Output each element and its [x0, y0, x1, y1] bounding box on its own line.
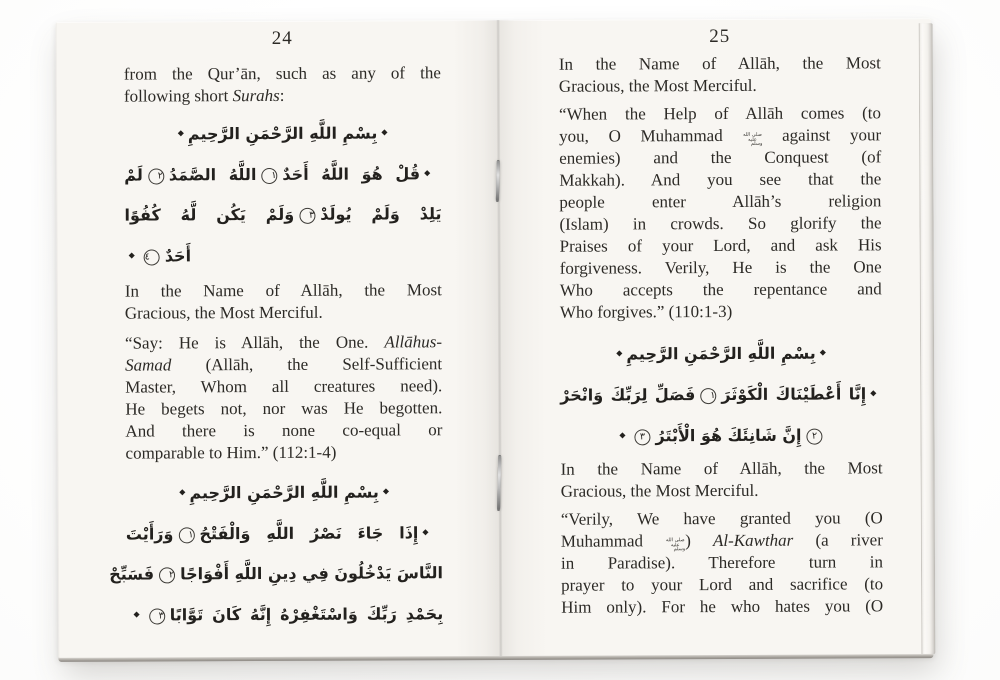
text-line	[561, 573, 883, 596]
text-segment: إِنَّ شَانِئَكَ هُوَ الْأَبْتَرُ	[655, 425, 802, 446]
text-segment: (Allāh, the Self-Sufficient	[171, 354, 443, 375]
arabic-line	[126, 593, 443, 635]
text-segment: prayer to your Lord and sacrifice (to	[561, 574, 884, 595]
surah-ikhlas-arabic	[124, 153, 442, 276]
basmala-translation	[561, 457, 883, 502]
text-segment: إِنَّا أَعْطَيْنَاكَ الْكَوْثَرَ	[721, 384, 867, 405]
text-segment: “When the Help of Allāh comes (to	[558, 103, 882, 124]
ayah-number-badge: ١	[261, 168, 277, 184]
italic-text: Al-Kawthar	[712, 530, 794, 551]
arabic-line	[126, 512, 443, 554]
text-segment: قُلْ هُوَ اللَّهُ أَحَدٌ	[282, 164, 421, 184]
arabic-line	[560, 332, 882, 374]
verse-ornament-icon: ◆	[616, 348, 623, 358]
text-line	[559, 212, 881, 235]
intro-paragraph	[124, 62, 441, 107]
text-line	[559, 190, 881, 213]
text-line	[560, 234, 882, 257]
open-booklet	[56, 18, 934, 659]
arabic-line	[126, 471, 443, 513]
text-segment: comparable to Him.” (112:1-4)	[125, 442, 337, 463]
nasr-translation	[559, 102, 882, 323]
text-segment: يَلِدْ وَلَمْ يُولَدْ	[320, 204, 442, 224]
arabic-line	[124, 194, 441, 235]
text-line	[560, 300, 882, 323]
basmala-translation	[125, 279, 442, 324]
text-segment: Makkah). And you see that the	[559, 169, 882, 190]
text-segment: In the Name of Allāh, the Most	[124, 280, 442, 301]
pbuh-honorific: صلى الله عليه وسلم	[742, 131, 763, 147]
ayah-number-badge: ١	[178, 527, 194, 543]
text-segment: enemies) and the Conquest (of	[559, 147, 882, 168]
text-segment: In the Name of Allāh, the Most	[558, 53, 881, 74]
text-line	[125, 353, 442, 376]
bismillah-calligraphy	[124, 112, 441, 154]
text-segment: following short	[123, 86, 233, 106]
text-segment: Gracious, the Most Merciful.	[558, 75, 757, 96]
kawthar-translation	[561, 507, 883, 618]
text-line	[561, 551, 883, 574]
text-segment: Muhammad	[560, 531, 666, 551]
italic-text: Samad	[125, 355, 172, 375]
bismillah-calligraphy	[126, 471, 443, 513]
verse-ornament-icon: ◆	[179, 487, 186, 497]
text-line	[125, 375, 442, 398]
ikhlas-translation	[125, 331, 443, 464]
text-line	[559, 74, 881, 97]
pbuh-honorific: صلى الله عليه وسلم	[665, 537, 686, 553]
text-line	[559, 52, 881, 75]
text-line	[559, 102, 881, 125]
text-segment: بِسْمِ اللَّهِ الرَّحْمَنِ الرَّحِيمِ	[626, 343, 816, 364]
text-segment: Master, Whom all creatures need).	[125, 376, 443, 397]
text-line	[559, 124, 881, 147]
text-segment: He begets not, nor was He begotten.	[125, 398, 443, 419]
ayah-number-badge: ٢	[148, 168, 164, 184]
page-number-left: 24	[271, 27, 293, 49]
verse-ornament-icon: ◆	[128, 250, 135, 260]
text-segment: Gracious, the Most Merciful.	[560, 480, 759, 501]
text-segment: Him only). For he who hates you (O	[561, 596, 884, 617]
ayah-number-badge: ٣	[634, 429, 650, 445]
page-24	[56, 20, 502, 659]
text-segment: (Islam) in crowds. So glorify the	[559, 213, 882, 234]
text-segment: بِحَمْدِ رَبِّكَ وَاسْتَغْفِرْهُ إِنَّهُ كَانَ تَوَّابًا	[169, 604, 444, 625]
verse-ornament-icon: ◆	[177, 128, 184, 138]
text-segment: النَّاسَ يَدْخُلُونَ فِي دِينِ اللَّهِ أَفْوَاجًا	[179, 563, 444, 584]
ayah-number-badge: ٤	[144, 249, 160, 265]
text-line	[125, 397, 442, 420]
ayah-number-badge: ١	[700, 388, 716, 404]
verse-ornament-icon: ◆	[130, 609, 140, 619]
text-line	[125, 331, 442, 354]
ayah-number-badge: ٣	[299, 208, 315, 224]
text-segment: “Say: He is Allāh, the One.	[124, 332, 385, 353]
verse-ornament-icon: ◆	[870, 388, 879, 398]
page-25	[499, 18, 934, 657]
text-line	[125, 279, 442, 302]
text-line	[124, 62, 441, 85]
text-line	[560, 278, 882, 301]
arabic-line	[125, 234, 442, 276]
text-line	[559, 146, 881, 169]
text-segment: )	[685, 531, 714, 551]
basmala-translation	[559, 52, 881, 97]
text-segment: وَرَأَيْتَ	[125, 524, 174, 544]
text-segment: اللَّهُ الصَّمَدُ	[168, 165, 257, 185]
text-segment: you, O Muhammad	[559, 125, 743, 146]
text-segment: فَصَلِّ لِرَبِّكَ وَانْحَرْ	[560, 385, 696, 405]
arabic-line	[560, 373, 882, 415]
page-number-right: 25	[709, 25, 731, 48]
surah-kawthar-arabic	[560, 373, 882, 456]
arabic-line	[124, 153, 441, 195]
verse-ornament-icon: ◆	[619, 430, 626, 440]
text-line	[561, 457, 883, 480]
text-segment: Who forgives.” (110:1-3)	[559, 301, 733, 322]
surah-nasr-arabic	[109, 512, 444, 635]
text-segment: from the Qur’ān, such as any of the	[123, 63, 441, 84]
text-segment: people enter Allāh’s religion	[559, 191, 882, 212]
bismillah-calligraphy	[560, 332, 882, 374]
arabic-line	[124, 112, 441, 154]
text-segment: (a river	[793, 530, 883, 550]
verse-ornament-icon: ◆	[381, 127, 388, 137]
text-segment: Gracious, the Most Merciful.	[124, 302, 323, 323]
verse-ornament-icon: ◆	[422, 527, 439, 537]
verse-ornament-icon: ◆	[382, 486, 390, 496]
text-line	[125, 301, 442, 324]
text-line	[561, 595, 883, 618]
text-segment: بِسْمِ اللَّهِ الرَّحْمَنِ الرَّحِيمِ	[187, 123, 378, 144]
ayah-number-badge: ٢	[806, 429, 822, 445]
italic-text: Allāhus-	[384, 332, 443, 352]
text-line	[561, 479, 883, 502]
text-segment: إِذَا جَاءَ نَصْرُ اللَّهِ وَالْفَتْحُ	[199, 523, 419, 544]
text-segment: بِسْمِ اللَّهِ الرَّحْمَنِ الرَّحِيمِ	[189, 482, 379, 503]
text-line	[559, 168, 881, 191]
arabic-line	[109, 553, 444, 594]
text-line	[561, 507, 883, 530]
text-segment: against your	[762, 125, 882, 145]
text-line	[124, 84, 441, 107]
text-segment: وَلَمْ يَكُن لَّهُ كُفُوًا	[124, 204, 295, 225]
text-segment: Praises of your Lord, and ask His	[559, 235, 882, 256]
arabic-line	[560, 414, 882, 456]
page-stack-edge	[919, 23, 936, 654]
text-segment: forgiveness. Verily, He is the One	[559, 257, 882, 278]
ayah-number-badge: ٣	[149, 608, 165, 624]
verse-ornament-icon: ◆	[819, 347, 826, 357]
text-segment: :	[279, 85, 285, 105]
text-segment: أَحَدٌ	[164, 246, 192, 266]
text-segment: In the Name of Allāh, the Most	[560, 458, 883, 479]
text-line	[561, 529, 883, 552]
text-line	[560, 256, 882, 279]
verse-ornament-icon: ◆	[424, 168, 438, 178]
text-segment: And there is none co-equal or	[125, 420, 443, 441]
text-segment: Who accepts the repentance and	[559, 279, 882, 300]
italic-text: Surahs	[232, 85, 280, 106]
text-segment: لَمْ	[124, 165, 143, 185]
text-line	[125, 419, 442, 442]
text-line	[125, 441, 442, 464]
text-segment: in Paradise). Therefore turn in	[560, 552, 884, 573]
ayah-number-badge: ٢	[159, 567, 175, 583]
text-segment: فَسَبِّحْ	[109, 564, 155, 584]
text-segment: “Verily, We have granted you (O	[560, 508, 883, 529]
